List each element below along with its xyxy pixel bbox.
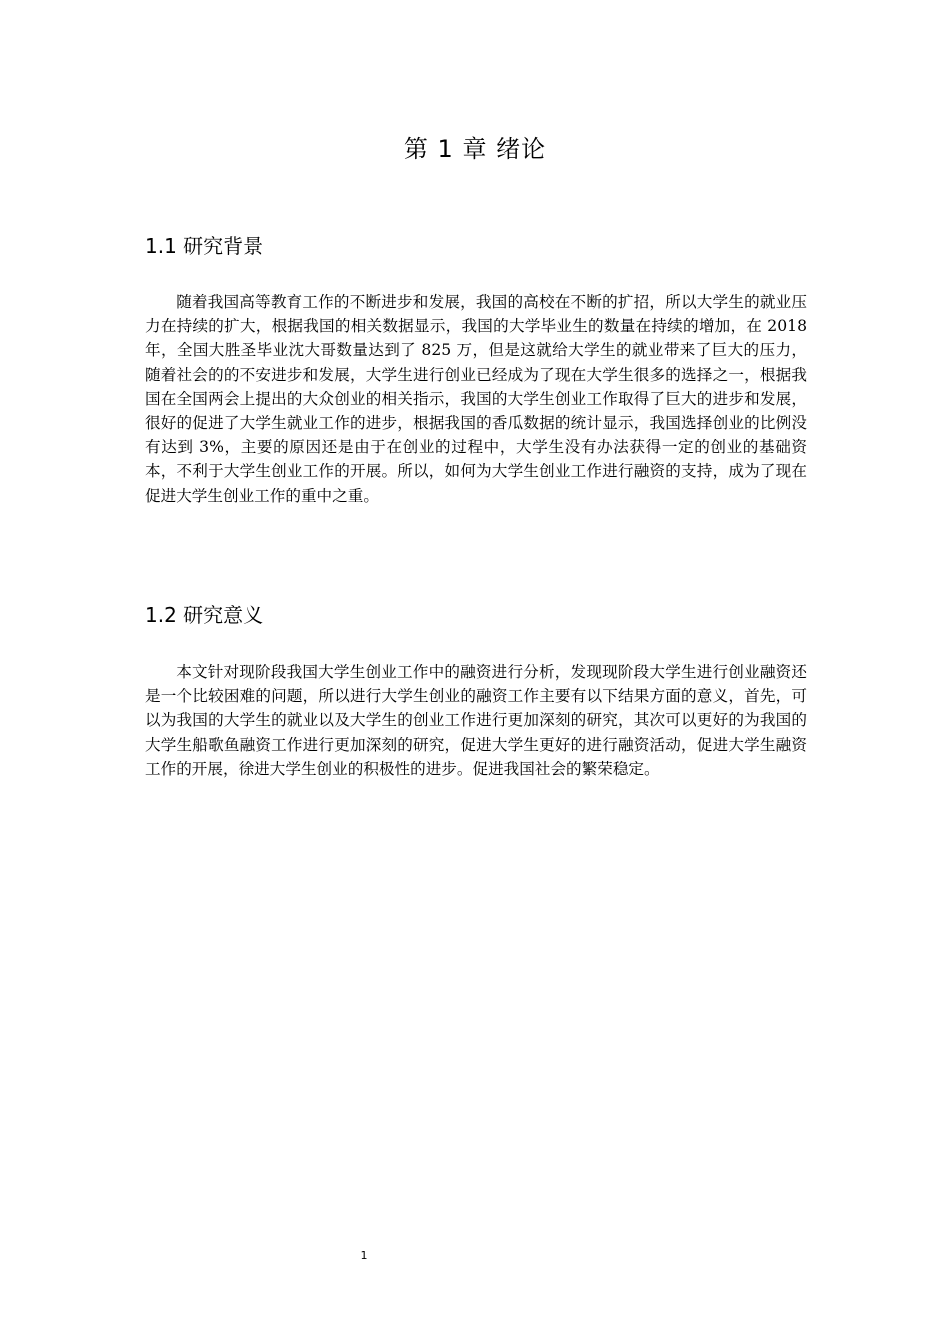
paragraph-research-significance: 本文针对现阶段我国大学生创业工作中的融资进行分析，发现现阶段大学生进行创业融资还是一个比较困难的问题，所以进行大学生创业的融资工作主要有以下结果方面的意义，首先，可以为我国的大学生的就业以及大学生的创业工作进行更加深刻的研究，其次可以更好的为我国的大学生船歌鱼融资工作进行更加深刻的研究，促进大学生更好的进行融资活动，促进大学生融资工作的开展，徐进大学生创业的积极性的进步。促进我国社会的繁荣稳定。 — [145, 663, 807, 778]
section-heading-research-background: 1.1 研究背景 — [145, 234, 264, 258]
paragraph-research-background: 随着我国高等教育工作的不断进步和发展，我国的高校在不断的扩招，所以大学生的就业压力在持续的扩大，根据我国的相关数据显示，我国的大学毕业生的数量在持续的增加，在 2018 年，全国大胜圣毕业沈大哥数量达到了 825 万，但是这就给大学生的就业带来了巨大的压力，随着社会的的不安进步和发展，大学生进行创业已经成为了现在大学生很多的选择之一，根据我国在全国两会上提出的大众创业的相关指示，我国的大学生创业工作取得了巨大的进步和发展，很好的促进了大学生就业工作的进步，根据我国的香瓜数据的统计显示，我国选择创业的比例没有达到 3%，主要的原因还是由于在创业的过程中，大学生没有办法获得一定的创业的基础资本，不利于大学生创业工作的开展。所以，如何为大学生创业工作进行融资的支持，成为了现在促进大学生创业工作的重中之重。 — [145, 293, 807, 505]
chapter-title: 第 1 章 绪论 — [403, 135, 547, 163]
section-heading-research-significance: 1.2 研究意义 — [145, 603, 264, 627]
page-number: 1 — [360, 1249, 368, 1262]
